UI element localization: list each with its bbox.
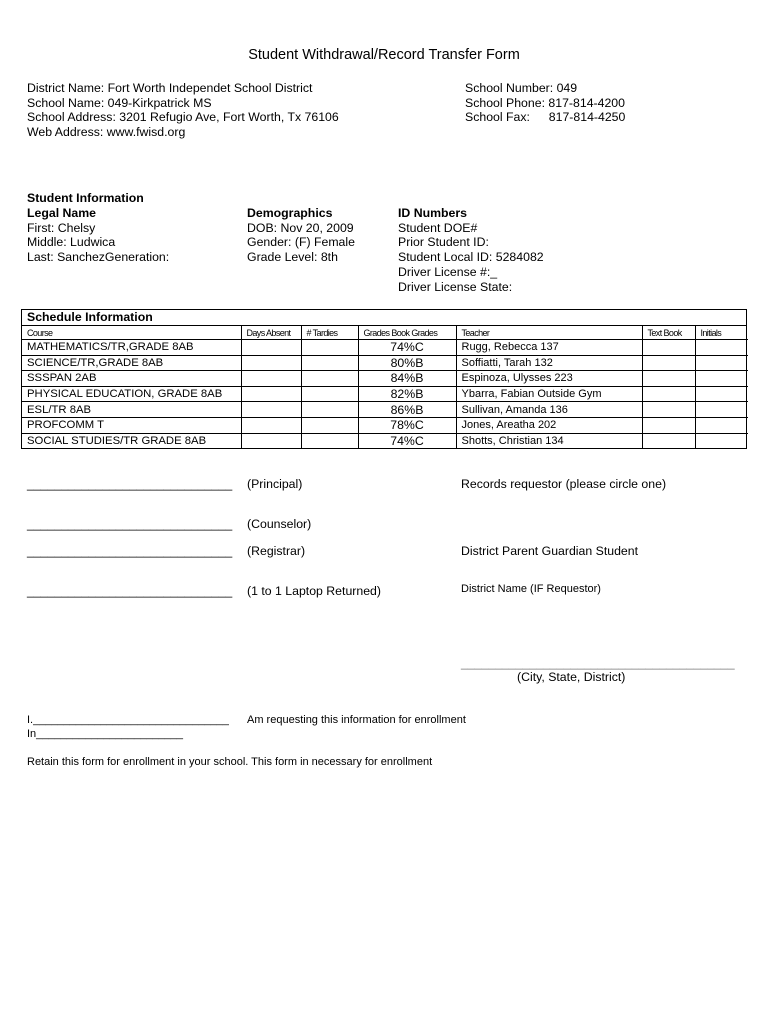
tardies-cell[interactable] xyxy=(301,433,358,448)
table-row xyxy=(22,402,748,418)
textbook-cell[interactable] xyxy=(642,433,695,448)
initials-cell[interactable] xyxy=(695,355,748,371)
id-numbers-block xyxy=(398,206,544,294)
course-cell: ESL/TR 8AB xyxy=(22,402,241,418)
counselor-label: (Counselor) xyxy=(247,517,312,531)
i-line[interactable]: I.________________________________ xyxy=(27,714,229,726)
table-row xyxy=(22,417,748,433)
last-name: Last: SanchezGeneration: xyxy=(27,250,170,265)
student-doe: Student DOE# xyxy=(398,220,478,235)
course-cell: SOCIAL STUDIES/TR GRADE 8AB xyxy=(22,433,241,448)
absent-cell[interactable] xyxy=(241,433,301,448)
school-fax xyxy=(465,110,625,125)
principal-signature-line[interactable]: ______________________________ xyxy=(27,477,233,491)
absent-cell[interactable] xyxy=(241,417,301,433)
district-name-requestor: District Name (IF Requestor) xyxy=(461,583,601,595)
school-address: School Address: 3201 Refugio Ave, Fort Worth, Tx 76106 xyxy=(27,110,339,125)
tardies-cell[interactable] xyxy=(301,417,358,433)
demographics-block xyxy=(247,206,355,265)
prior-student-id: Prior Student ID: xyxy=(398,235,489,250)
retain-notice: Retain this form for enrollment in your school. This form in necessary for enrollment xyxy=(27,756,433,768)
schedule-table-container xyxy=(21,309,747,449)
records-requestor-label: Records requestor (please circle one) xyxy=(461,477,667,491)
col-tardies: # Tardies xyxy=(301,326,358,340)
registrar-signature-line[interactable]: ______________________________ xyxy=(27,544,233,558)
absent-cell[interactable] xyxy=(241,371,301,387)
course-cell: SCIENCE/TR,GRADE 8AB xyxy=(22,355,241,371)
schedule-header-row xyxy=(22,326,748,340)
table-row xyxy=(22,386,748,402)
textbook-cell[interactable] xyxy=(642,417,695,433)
table-row xyxy=(22,340,748,356)
course-cell: SSSPAN 2AB xyxy=(22,371,241,387)
course-cell: PHYSICAL EDUCATION, GRADE 8AB xyxy=(22,386,241,402)
teacher-cell: Rugg, Rebecca 137 xyxy=(456,340,642,356)
city-state-district-label: (City, State, District) xyxy=(517,670,626,684)
driver-license-state: Driver License State: xyxy=(398,279,513,294)
teacher-cell: Ybarra, Fabian Outside Gym xyxy=(456,386,642,402)
textbook-cell[interactable] xyxy=(642,340,695,356)
grade-level: Grade Level: 8th xyxy=(247,250,338,265)
requesting-statement: Am requesting this information for enrollment xyxy=(247,714,466,726)
school-name: School Name: 049-Kirkpatrick MS xyxy=(27,95,212,110)
col-teacher: Teacher xyxy=(456,326,642,340)
school-phone: School Phone: 817-814-4200 xyxy=(465,95,625,110)
teacher-cell: Sullivan, Amanda 136 xyxy=(456,402,642,418)
school-number: School Number: 049 xyxy=(465,81,578,95)
absent-cell[interactable] xyxy=(241,355,301,371)
course-cell: MATHEMATICS/TR,GRADE 8AB xyxy=(22,340,241,356)
tardies-cell[interactable] xyxy=(301,402,358,418)
grade-cell: 78%C xyxy=(358,417,456,433)
col-grades: Grades Book Grades xyxy=(358,326,456,340)
table-row xyxy=(22,433,748,448)
registrar-label: (Registrar) xyxy=(247,544,306,558)
initials-cell[interactable] xyxy=(695,417,748,433)
school-fax-value: 817-814-4250 xyxy=(548,110,626,125)
student-info-heading: Student Information xyxy=(27,191,144,205)
demographics-heading: Demographics xyxy=(247,206,333,220)
textbook-cell[interactable] xyxy=(642,371,695,387)
grade-cell: 80%B xyxy=(358,355,456,371)
in-line[interactable]: In________________________ xyxy=(27,728,183,740)
gender: Gender: (F) Female xyxy=(247,235,355,250)
absent-cell[interactable] xyxy=(241,340,301,356)
schedule-title: Schedule Information xyxy=(22,310,746,326)
school-info xyxy=(27,81,339,140)
id-numbers-heading: ID Numbers xyxy=(398,206,468,220)
student-local-id: Student Local ID: 5284082 xyxy=(398,250,544,265)
laptop-signature-line[interactable]: ______________________________ xyxy=(27,584,233,598)
middle-name: Middle: Ludwica xyxy=(27,235,116,250)
dob: DOB: Nov 20, 2009 xyxy=(247,220,354,235)
tardies-cell[interactable] xyxy=(301,340,358,356)
col-textbook: Text Book xyxy=(642,326,695,340)
absent-cell[interactable] xyxy=(241,386,301,402)
school-fax-label: School Fax: xyxy=(465,110,530,125)
driver-license: Driver License #:_ xyxy=(398,264,498,279)
col-days-absent: Days Absent xyxy=(241,326,301,340)
city-state-district-line[interactable]: ________________________________________ xyxy=(461,656,735,670)
counselor-signature-line[interactable]: ______________________________ xyxy=(27,517,233,531)
laptop-label: (1 to 1 Laptop Returned) xyxy=(247,584,381,598)
principal-label: (Principal) xyxy=(247,477,303,491)
col-course: Course xyxy=(22,326,241,340)
textbook-cell[interactable] xyxy=(642,355,695,371)
initials-cell[interactable] xyxy=(695,340,748,356)
web-address: Web Address: www.fwisd.org xyxy=(27,125,186,140)
requestor-options[interactable]: District Parent Guardian Student xyxy=(461,544,639,558)
course-cell: PROFCOMM T xyxy=(22,417,241,433)
grade-cell: 74%C xyxy=(358,340,456,356)
grade-cell: 74%C xyxy=(358,433,456,448)
grade-cell: 86%B xyxy=(358,402,456,418)
legal-name-block xyxy=(27,206,169,265)
teacher-cell: Soffiatti, Tarah 132 xyxy=(456,355,642,371)
grade-cell: 84%B xyxy=(358,371,456,387)
initials-cell[interactable] xyxy=(695,433,748,448)
district-name: District Name: Fort Worth Independet School District xyxy=(27,81,313,95)
table-row xyxy=(22,355,748,371)
absent-cell[interactable] xyxy=(241,402,301,418)
school-contact xyxy=(465,81,625,125)
schedule-table xyxy=(22,326,748,448)
teacher-cell: Jones, Areatha 202 xyxy=(456,417,642,433)
textbook-cell[interactable] xyxy=(642,402,695,418)
legal-name-heading: Legal Name xyxy=(27,206,97,220)
col-initials: Initials xyxy=(695,326,748,340)
grade-cell: 82%B xyxy=(358,386,456,402)
form-title: Student Withdrawal/Record Transfer Form xyxy=(248,47,520,63)
initials-cell[interactable] xyxy=(695,386,748,402)
tardies-cell[interactable] xyxy=(301,371,358,387)
first-name: First: Chelsy xyxy=(27,220,96,235)
teacher-cell: Espinoza, Ulysses 223 xyxy=(456,371,642,387)
textbook-cell[interactable] xyxy=(642,386,695,402)
initials-cell[interactable] xyxy=(695,371,748,387)
initials-cell[interactable] xyxy=(695,402,748,418)
teacher-cell: Shotts, Christian 134 xyxy=(456,433,642,448)
tardies-cell[interactable] xyxy=(301,386,358,402)
tardies-cell[interactable] xyxy=(301,355,358,371)
table-row xyxy=(22,371,748,387)
